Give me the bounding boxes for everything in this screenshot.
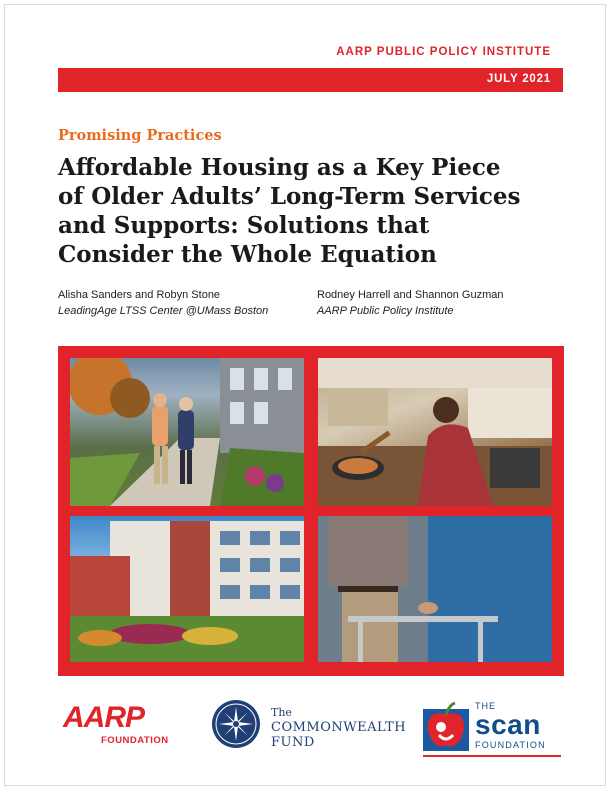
scan-the: THE [475, 701, 496, 711]
commonwealth-name: COMMONWEALTH [271, 720, 407, 735]
author-block-1 [58, 287, 268, 319]
commonwealth-fund: FUND [271, 735, 315, 750]
scan-foundation-logo [475, 701, 546, 751]
scan-foundation-text: FOUNDATION [475, 740, 546, 750]
scan-underline [423, 755, 561, 757]
commonwealth-fund-logo [271, 705, 406, 750]
title-line: and Supports: Solutions that [58, 212, 430, 239]
aarp-foundation-text: FOUNDATION [101, 735, 169, 746]
series-label: Promising Practices [58, 127, 222, 144]
scan-wordmark: scan [475, 709, 541, 740]
author-names: Rodney Harrell and Shannon Guzman [317, 289, 504, 301]
photo-couple-walking [70, 358, 304, 506]
publication-date: JULY 2021 [486, 73, 551, 85]
aarp-wordmark: AARP [63, 701, 145, 734]
photo-apartment-building [70, 516, 304, 662]
author-block-2 [317, 287, 504, 319]
commonwealth-the: The [271, 706, 292, 719]
photo-grid [58, 346, 564, 676]
report-cover [4, 4, 606, 786]
publisher-name: AARP PUBLIC POLICY INSTITUTE [336, 46, 551, 58]
commonwealth-fund-star-icon [211, 699, 261, 749]
aarp-foundation-logo [63, 703, 169, 746]
title-line: Consider the Whole Equation [58, 241, 437, 268]
title-line: Affordable Housing as a Key Piece [58, 154, 501, 181]
title-line: of Older Adults’ Long-Term Services [58, 183, 521, 210]
report-title [58, 153, 578, 269]
sponsor-logos [5, 695, 612, 765]
header-bar [58, 68, 563, 92]
author-names: Alisha Sanders and Robyn Stone [58, 289, 221, 301]
photo-man-cooking [318, 358, 552, 506]
author-affiliation: LeadingAge LTSS Center @UMass Boston [58, 305, 269, 317]
photo-walker-assistance [318, 516, 552, 662]
author-affiliation: AARP Public Policy Institute [317, 305, 454, 317]
scan-apple-icon [423, 701, 469, 751]
